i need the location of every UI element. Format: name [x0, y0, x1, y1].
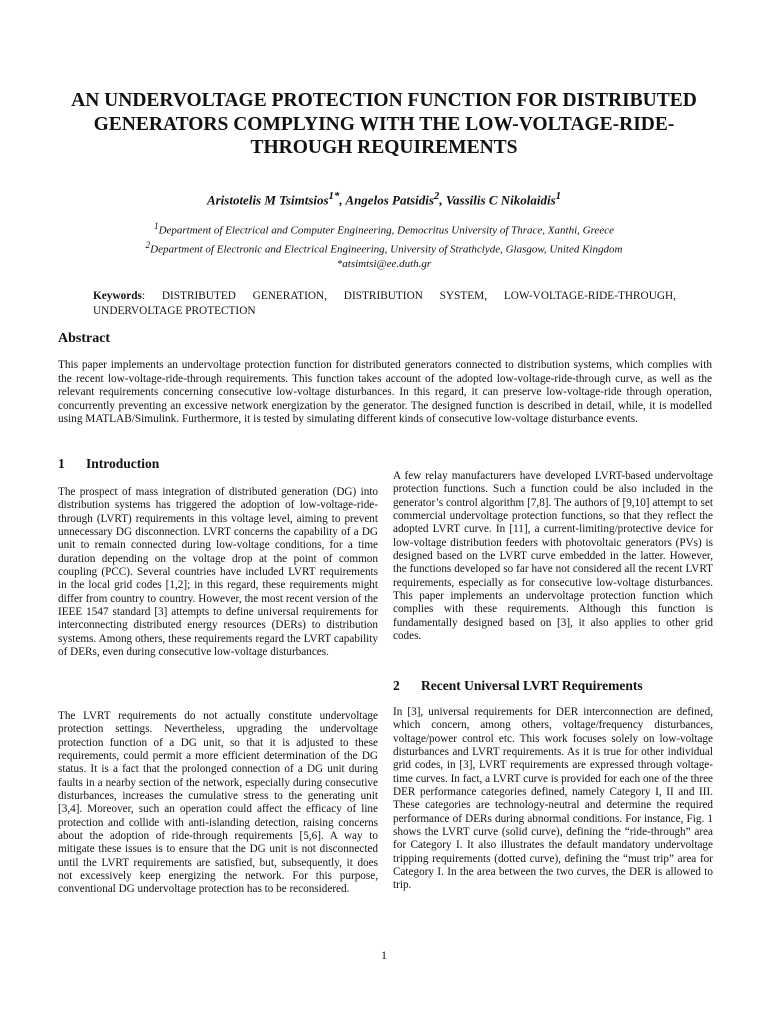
- section-title: Recent Universal LVRT Requirements: [421, 678, 643, 693]
- author-name: Aristotelis M Tsimtsios: [206, 192, 329, 208]
- section-heading-introduction: [58, 455, 159, 472]
- paper-title: AN UNDERVOLTAGE PROTECTION FUNCTION FOR DISTRIBUTED GENERATORS COMPLYING WITH THE LOW-VOLTAGE-RIDE-THROUGH REQUIREMENTS: [71, 90, 697, 158]
- affiliation-text: Department of Electronic and Electrical Engineering, University of Strathclyde, Glasgow, United Kingdom: [150, 243, 623, 256]
- keywords-text: : DISTRIBUTED GENERATION, DISTRIBUTION SYSTEM, LOW-VOLTAGE-RIDE-THROUGH, UNDERVOLTAGE PROTECTION: [93, 290, 676, 317]
- author-affiliation-mark: 1: [555, 190, 562, 202]
- author-separator: ,: [339, 192, 346, 208]
- abstract-heading: Abstract: [58, 331, 111, 346]
- paragraph: A few relay manufacturers have developed LVRT-based undervoltage protection functions. Such a function could be also included in the generator’s control algorithm [7,8]. The authors of [9,10] attempt to set commercial undervoltage protection functions, so that they reflect the adopted LVRT curve. In [11], a current-limiting/protective device for low-voltage distribution feeders with photovoltaic generators (PVs) is designed based on the LVRT curve embedded in the latter. However, the functions developed so far have not considered all the recent LVRT requirements, especially as for consecutive low-voltage disturbances. This paper implements an undervoltage protection function which complies with these requirements. Although this function is fundamentally designed based on [3], it also applies to other grid codes.: [393, 470, 713, 643]
- paragraph: The prospect of mass integration of distributed generation (DG) into distribution systems has triggered the adoption of low-voltage-ride-through (LVRT) requirements in this voltage level, aiming to prevent unnecessary DG disconnection. LVRT concerns the capability of a DG unit to remain connected during low-voltage conditions, for a time duration depending on the voltage drop at the point of common coupling (PCC). Several countries have included LVRT requirements in the local grid codes [1,2]; in this regard, these requirements might differ from country to country. However, the most recent version of the IEEE 1547 standard [3] attempts to define universal requirements for interconnecting distributed energy resources (DERs) to distribution systems. Among others, these requirements regard the LVRT capability of DERs, even during consecutive low-voltage disturbances.: [58, 486, 378, 659]
- affiliation-text: Department of Electrical and Computer Engineering, Democritus University of Thrace, Xanthi, Greece: [158, 224, 614, 237]
- paragraph: In [3], universal requirements for DER interconnection are defined, which concern, among others, voltage/frequency disturbances, voltage/power control etc. This work focuses solely on low-voltage disturbances and LVRT requirements. As it is true for other individual grid codes, in [3], LVRT requirements are expressed through voltage-time curves. In fact, a LVRT curve is provided for each one of the three DER performance categories defined, namely Category I, II and III. These categories are technology-neutral and determine the required performance of DERs during abnormal conditions. For instance, Fig. 1 shows the LVRT curve (solid curve), defining the “ride-through” area for Category I. It also illustrates the default mandatory undervoltage tripping requirements (dotted curve), defining the “must trip” area for Category I. In the area between the two curves, the DER is allowed to trip.: [393, 706, 713, 892]
- author-name: Vassilis C Nikolaidis: [445, 192, 556, 208]
- corresponding-email: *atsimtsi@ee.duth.gr: [336, 258, 432, 271]
- affiliation-mark: 2: [145, 240, 151, 251]
- affiliation-block: [60, 219, 708, 272]
- section-number: 1: [58, 456, 65, 471]
- paragraph: The LVRT requirements do not actually constitute undervoltage protection settings. Nevertheless, upgrading the undervoltage protection function of a DG unit, so that it is adjusted to these requirements, could permit a more efficient determination of the DG status. It is a fact that the prolonged connection of a DG unit during faults in a nearby section of the network, especially during consecutive disturbances, increases the cumulative stress to the generating unit [3,4]. Moreover, such an operation could affect the efficacy of line protection and collide with anti-islanding detection, raising concerns about the adoption of ride-through requirements [5,6]. A way to mitigate these issues is to ensure that the DG unit is not disconnected until the LVRT requirements are satisfied, but, subsequently, it does not excessively keep energizing the network. For this purpose, conventional DG undervoltage protection has to be reconsidered.: [58, 710, 378, 896]
- affiliation-line: [60, 238, 708, 257]
- author-list: [60, 187, 708, 209]
- affiliation-line: [60, 219, 708, 238]
- author-separator: ,: [439, 192, 446, 208]
- author-name: Angelos Patsidis: [345, 192, 434, 208]
- abstract-text: This paper implements an undervoltage protection function for distributed generators connected to distribution systems, which complies with the recent low-voltage-ride-through requirements. This function takes account of the adopted low-voltage-ride-through curve, as well as the relevant requirements concerning consecutive low-voltage disturbances. In this regard, it can preserve low-voltage-ride through operation, concurrently preventing an excessive network energization by the generator. The designed function is described in detail, while, it is modelled using MATLAB/Simulink. Furthermore, it is tested by simulating different kinds of consecutive low-voltage disturbance events.: [58, 359, 712, 426]
- keywords-block: [93, 289, 676, 318]
- author-affiliation-mark: 2: [433, 190, 440, 202]
- section-title: Introduction: [86, 456, 160, 471]
- page-number: 1: [381, 948, 387, 962]
- author-affiliation-mark: 1*: [328, 190, 340, 202]
- keywords-label: Keywords: [93, 290, 142, 302]
- section-heading-lvrt-requirements: [393, 677, 643, 694]
- section-number: 2: [393, 678, 400, 693]
- affiliation-mark: 1: [154, 221, 159, 231]
